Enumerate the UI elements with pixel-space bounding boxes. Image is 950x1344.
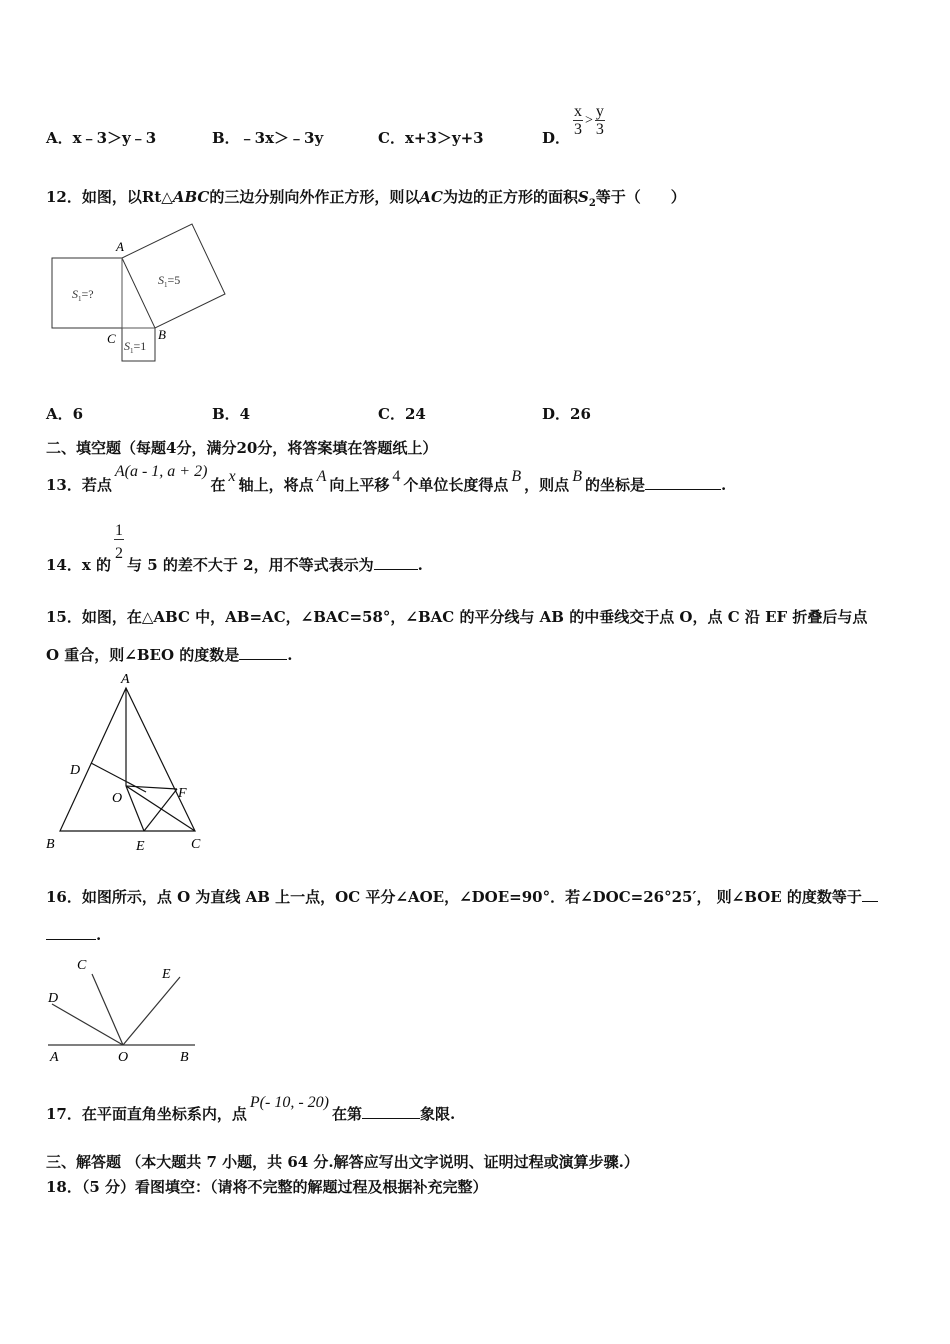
label-D: D [48,991,59,1006]
s-bottom-label: $S_1=1$ [124,339,147,355]
q16-figure-angles [40,952,205,1067]
q11-option-d-expression: $\frac{x}{3}$ > $\frac{y}{3}$ [574,103,604,138]
fraction-y-over-3: $\frac{y}{3}$ [595,103,604,138]
q14-question: 14．x 的 $\frac{1}{2}$ 与 5 的差不大于 2，用不等式表示为 . [46,522,423,574]
q12-figure-squares [40,222,240,367]
ray-oe [123,977,180,1045]
q17-answer-blank [362,1104,420,1119]
q11-option-d-label: D． [542,129,571,147]
label-A: A [121,672,130,687]
q15-figure-triangle [40,668,220,858]
q14-answer-blank [374,555,418,570]
fraction-one-half: $\frac{1}{2}$ [115,522,124,562]
ray-od [52,1004,123,1045]
triangle-abc [60,688,195,831]
q12-option-d: D．26 [542,405,591,423]
label-E: E [162,967,171,982]
q15-question-line1: 15．如图，在△ABC 中，AB=AC，∠BAC=58°，∠BAC 的平分线与 AB 的中垂线交于点 O，点 C 沿 EF 折叠后与点 [46,608,868,626]
s-left-label: $S_1=$? [72,287,94,303]
q11-option-c: C．x+3＞y+3 [378,129,484,147]
q13-answer-blank [645,475,721,490]
label-C: C [77,958,87,973]
section-3-heading: 三、解答题 （本大题共 7 小题，共 64 分.解答应写出文字说明、证明过程或演算步骤.） [46,1153,639,1171]
segment-of [126,786,177,789]
label-B: B [46,837,55,852]
ray-oc [92,974,123,1045]
q17-question: 17．在平面直角坐标系内，点P(- 10, - 20)在第 象限. [46,1094,456,1123]
label-A: A [116,239,124,254]
q16-answer-blank-end [46,925,96,940]
segment-oe [126,786,144,831]
label-O: O [118,1050,129,1065]
label-B: B [180,1050,189,1065]
q16-answer-blank-start [862,887,878,902]
q11-option-a: A．x﹣3＞y﹣3 [46,129,157,147]
label-A: A [50,1050,59,1065]
label-B: B [158,327,166,342]
q11-option-b: B．﹣3x＞﹣3y [212,129,324,147]
label-C: C [107,331,116,346]
section-2-heading: 二、填空题（每题4分，满分20分，将答案填在答题纸上） [46,439,438,457]
label-C: C [191,837,201,852]
q18-question: 18．（5 分）看图填空：（请将不完整的解题过程及根据补充完整） [46,1178,488,1196]
q12-option-c: C．24 [378,405,426,423]
q16-question-line2: . [46,925,101,944]
label-F: F [178,786,187,801]
label-D: D [70,763,81,778]
q12-option-b: B．4 [212,405,251,423]
q12-option-a: A．6 [46,405,84,423]
q17-point-expression: P(- 10, - 20) [249,1094,329,1111]
perpendicular-bisector [91,763,146,792]
s-right-label: $S_1=5$ [158,273,181,289]
segment-ef [144,789,177,831]
q16-question-line1: 16．如图所示，点 O 为直线 AB 上一点，OC 平分∠AOE，∠DOE=90°．若∠DOC=26°25′， 则∠BOE 的度数等于 [46,886,878,907]
label-O: O [112,791,123,806]
label-E: E [136,839,145,854]
fraction-x-over-3: $\frac{x}{3}$ [574,103,582,138]
q13-question: 13．若点A(a - 1, a + 2)在 x 轴上，将点 A 向上平移 4 个单位长度得点 B ，则点 B 的坐标是 . [46,463,727,494]
q15-answer-blank [239,645,287,660]
q13-point-expression: A(a - 1, a + 2) [114,463,208,480]
q12-question: 12．如图，以Rt△ABC的三边分别向外作正方形，则以AC为边的正方形的面积$S_2$等于（ ） [46,188,686,209]
q15-question-line2: O 重合，则∠BEO 的度数是 . [46,646,293,664]
